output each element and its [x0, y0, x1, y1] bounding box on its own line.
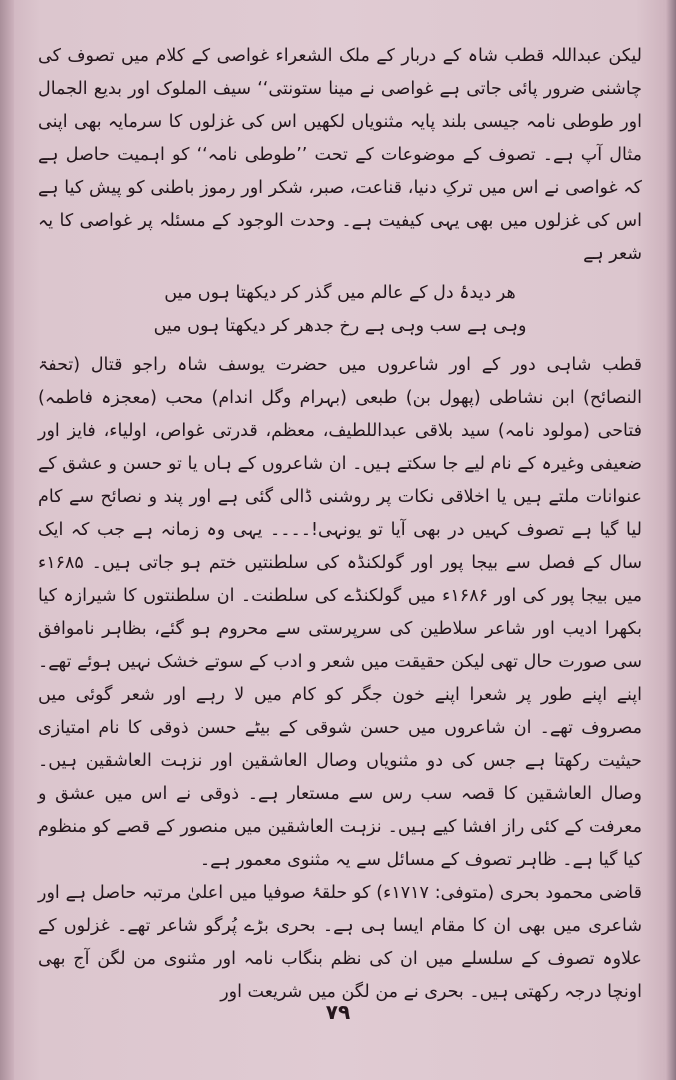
verse-line-1: ھر دیدۂ دل کے عالم میں گذر کر دیکھتا ہوں میں: [164, 283, 516, 303]
page-number: ۷۹: [325, 1000, 351, 1024]
paragraph-qutb-shahi-poets: قطب شاہی دور کے اور شاعروں میں حضرت یوسف شاہ راجو قتال (تحفۃ النصائح) ابن نشاطی (پھول بن) طبعی (بہرام وگل اندام) محب (معجزہ فاطمہ) فتاحی (مولود نامہ) سید بلاقی عبداللطیف، معظم، قدرتی غواص، اولیاء، فایز اور ضعیفی وغیرہ کے نام لیے جا سکتے ہیں۔ ان شاعروں کے ہاں یا تو حسن و عشق کے عنوانات ملتے ہیں یا اخلاقی نکات پر روشنی ڈالی گئی ہے اور پند و نصائح سے کام لیا گیا ہے تصوف کہیں در بھی آیا تو یونہی!۔۔۔۔ یہی وہ زمانہ ہے جب کہ ایک سال کے فصل سے بیجا پور اور گولکنڈہ کی سلطنتیں ختم ہو جاتی ہیں۔ ۱۶۸۵ء میں بیجا پور کی اور ۱۶۸۶ء میں گولکنڈے کی سلطنت۔ ان سلطنتوں کا شیرازہ کیا بکھرا ادیب اور شاعر سلاطین کی سرپرستی سے محروم ہو گئے، بظاہر ناموافق سی صورت حال تھی لیکن حقیقت میں شعر و ادب کے سوتے خشک نہیں ہوئے تھے۔ اپنے اپنے طور پر شعرا اپنے خون جگر کو کام میں لا رہے اور شعر گوئی میں مصروف تھے۔ ان شاعروں میں حسن شوقی کے بیٹے حسن ذوقی کا نام امتیازی حیثیت رکھتا ہے جس کی دو مثنویاں وصال العاشقین اور نزہت العاشقین ہیں۔ وصال العاشقین کا قصہ سب رس سے مستعار ہے۔ ذوقی نے اس میں عشق و معرفت کے کئی راز افشا کیے ہیں۔ نزہت العاشقین میں منصور کے قصے کو منظوم کیا گیا ہے۔ ظاہر تصوف کے مسائل سے یہ مثنوی معمور ہے۔: [38, 355, 642, 870]
paragraph-qazi-mahmood-bahri: قاضی محمود بحری (متوفی: ۱۷۱۷ء) کو حلقۂ صوفیا میں اعلیٰ مرتبہ حاصل ہے اور شاعری میں بھی ان کا مقام ایسا ہی ہے۔ بحری بڑے پُرگو شاعر تھے۔ غزلوں کے علاوہ تصوف کے سلسلے میں ان کی نظم بنگاب نامہ اور مثنوی من لگن آج بھی اونچا درجہ رکھتی ہیں۔ بحری نے من لگن میں شریعت اور: [38, 883, 643, 1002]
paragraph-qutb-shahi-ghawasi: لیکن عبداللہ قطب شاہ کے دربار کے ملک الشعراء غواصی کے کلام میں تصوف کی چاشنی ضرور پائی جاتی ہے غواصی نے مینا ستونتی‘‘ سیف الملوک اور بدیع الجمال اور طوطی نامہ جیسی بلند پایہ مثنویاں لکھیں اس کی غزلوں کا سرمایہ بھی اپنی مثال آپ ہے۔ تصوف کے موضوعات کے تحت ’’طوطی نامہ‘‘ کو اہمیت حاصل ہے کہ غواصی نے اس میں ترکِ دنیا، قناعت، صبر، شکر اور رموز باطنی کو پیش کیا ہے اس کی غزلوں میں بھی یہی کیفیت ہے۔ وحدت الوجود کے مسئلہ پر غواصی کا یہ شعر ہے: [38, 46, 642, 264]
page-body: [38, 40, 642, 1009]
verse-line-2: وہی ہے سب وہی ہے رخ جدھر کر دیکھتا ہوں میں: [153, 316, 527, 336]
